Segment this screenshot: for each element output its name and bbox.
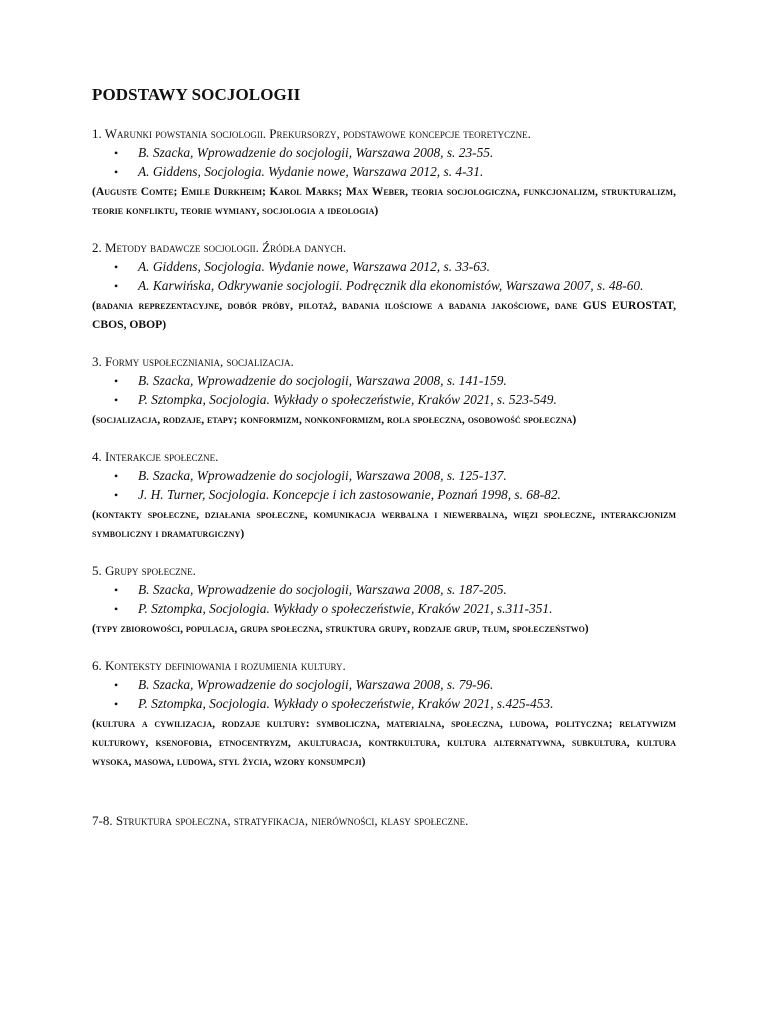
reference-text: B. Szacka, Wprowadzenie do socjologii, Warszawa 2008, s. 141-159. [138, 373, 507, 388]
section-heading: 3. Formy uspołeczniania, socjalizacja. [92, 354, 294, 369]
reference-text: P. Sztompka, Socjologia. Wykłady o społeczeństwie, Kraków 2021, s.425-453. [138, 695, 554, 711]
reference-text: B. Szacka, Wprowadzenie do socjologii, Warszawa 2008, s. 79-96. [138, 677, 494, 692]
section-heading: 1. Warunki powstania socjologii. Prekursorzy, podstawowe koncepcje teoretyczne. [92, 126, 531, 141]
reference-item [92, 676, 676, 695]
reference-item [92, 581, 676, 600]
section-heading: 6. Konteksty definiowania i rozumienia kultury. [92, 658, 346, 673]
bullet-icon: • [114, 678, 119, 692]
reference-item [92, 695, 676, 714]
reference-item [92, 163, 676, 182]
reference-list [92, 372, 676, 409]
reference-text: B. Szacka, Wprowadzenie do socjologii, Warszawa 2008, s. 23-55. [138, 145, 494, 160]
reference-item [92, 486, 676, 505]
reference-item [92, 372, 676, 391]
reference-item [92, 258, 676, 277]
reference-text: J. H. Turner, Socjologia. Koncepcje i ich zastosowanie, Poznań 1998, s. 68-82. [138, 486, 561, 502]
section-4 [92, 447, 676, 543]
reference-list [92, 258, 676, 295]
section-1 [92, 124, 676, 220]
reference-item [92, 144, 676, 163]
keywords: (kontakty społeczne, działania społeczne, komunikacja werbalna i niewerbalna, więzi społeczne, interakcjonizm symboliczny i dramaturgiczny) [92, 508, 676, 540]
bullet-icon: • [114, 260, 119, 274]
bullet-icon: • [114, 696, 119, 711]
reference-item [92, 277, 676, 296]
bullet-icon: • [114, 469, 119, 483]
reference-text: P. Sztompka, Socjologia. Wykłady o społeczeństwie, Kraków 2021, s.311-351. [138, 600, 553, 616]
reference-item [92, 600, 676, 619]
section-2 [92, 238, 676, 334]
bullet-icon: • [114, 583, 119, 597]
keywords: (socjalizacja, rodzaje, etapy; konformizm, nonkonformizm, rola społeczna, osobowość społeczna) [92, 413, 577, 426]
reference-list [92, 144, 676, 181]
reference-text: B. Szacka, Wprowadzenie do socjologii, Warszawa 2008, s. 125-137. [138, 468, 507, 483]
reference-text: B. Szacka, Wprowadzenie do socjologii, Warszawa 2008, s. 187-205. [138, 582, 507, 597]
bullet-icon: • [114, 278, 119, 293]
keywords: (typy zbiorowości, populacja, grupa społeczna, struktura grupy, rodzaje grup, tłum, społeczeństwo) [92, 622, 589, 635]
bullet-icon: • [114, 392, 119, 407]
section-heading: 4. Interakcje społeczne. [92, 449, 219, 464]
bullet-icon: • [114, 146, 119, 160]
keywords: (badania reprezentacyjne, dobór próby, pilotaż, badania ilościowe a badania jakościowe, dane GUS EUROSTAT, CBOS, OBOP) [92, 299, 676, 331]
reference-list [92, 676, 676, 713]
bullet-icon: • [114, 487, 119, 502]
reference-list [92, 581, 676, 618]
keywords: (kultura a cywilizacja, rodzaje kultury: symboliczna, materialna, społeczna, ludowa, polityczna; relatywizm kulturowy, ksenofobia, etnocentryzm, akulturacja, kontrkultura, kultura alternatywna, subkultura, kultura wysoka, masowa, ludowa, styl życia, wzory konsumpcji) [92, 717, 676, 768]
section-heading: 5. Grupy społeczne. [92, 563, 196, 578]
bullet-icon: • [114, 374, 119, 388]
reference-text: A. Karwińska, Odkrywanie socjologii. Podręcznik dla ekonomistów, Warszawa 2007, s. 48-60. [138, 277, 644, 293]
document-page [92, 84, 676, 831]
reference-item [92, 391, 676, 410]
section-6 [92, 656, 676, 771]
section-5 [92, 561, 676, 638]
reference-text: A. Giddens, Socjologia. Wydanie nowe, Warszawa 2012, s. 33-63. [138, 259, 490, 274]
bullet-icon: • [114, 601, 119, 616]
keywords: (Auguste Comte; Emile Durkheim; Karol Marks; Max Weber, teoria socjologiczna, funkcjonalizm, strukturalizm, teorie konfliktu, teorie wymiany, socjologia a ideologia) [92, 185, 676, 217]
section-3 [92, 352, 676, 429]
reference-list [92, 467, 676, 504]
document-title: PODSTAWY SOCJOLOGII [92, 85, 301, 104]
section-7-8 [92, 811, 676, 831]
bullet-icon: • [114, 164, 119, 179]
section-heading: 2. Metody badawcze socjologii. Źródła danych. [92, 240, 347, 255]
reference-item [92, 467, 676, 486]
reference-text: A. Giddens, Socjologia. Wydanie nowe, Warszawa 2012, s. 4-31. [138, 163, 484, 179]
reference-text: P. Sztompka, Socjologia. Wykłady o społeczeństwie, Kraków 2021, s. 523-549. [138, 391, 557, 407]
section-heading: 7-8. Struktura społeczna, stratyfikacja, nierówności, klasy społeczne. [92, 813, 469, 828]
